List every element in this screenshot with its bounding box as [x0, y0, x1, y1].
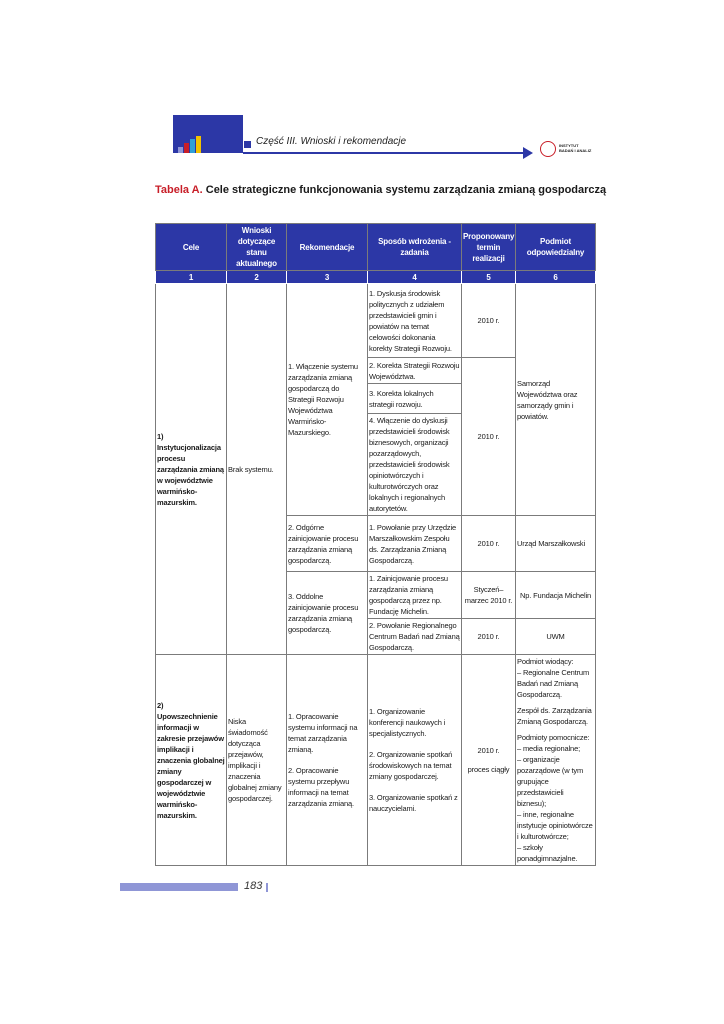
task-cell: 4. Włączenie do dyskusji przedstawicieli środowisk biznesowych, organizacji pozarządowych, przedstawicieli środowisk opiniotwórczych i kulturotwórczych oraz lokalnych i regionalnych autorytetów.	[368, 414, 462, 516]
col-number: 1	[156, 271, 227, 284]
task-cell	[368, 655, 462, 866]
task-cell: 1. Powołanie przy Urzędzie Marszałkowskim Zespołu ds. Zarządzania Zmianą Gospodarczą.	[368, 516, 462, 572]
col-number: 5	[462, 271, 516, 284]
term-item: proces ciągły	[467, 765, 510, 774]
task-cell: 1. Zainicjowanie procesu zarządzania zmianą gospodarczą przez np. Fundację Michelin.	[368, 572, 462, 619]
table-row	[156, 284, 596, 358]
col-header-podmiot: Podmiot odpowiedzialny	[516, 224, 596, 271]
conclusion-cell: Brak systemu.	[227, 284, 287, 655]
task-cell: 1. Dyskusja środowisk politycznych z udziałem przedstawicieli gmin i powiatów na temat celowości dokonania korekty Strategii Rozwoju.	[368, 284, 462, 358]
responsible-cell: Urząd Marszałkowski	[516, 516, 596, 572]
goal-cell: 2) Upowszechnienie informacji w zakresie przejawów implikacji i znaczenia globalnej zmiany gospodarczej w województwie warmińsko-mazurskim.	[156, 655, 227, 866]
header-marker	[244, 141, 251, 148]
responsible-item: – szkoły ponadgimnazjalne.	[517, 843, 578, 863]
table-label: Tabela A.	[155, 184, 203, 196]
col-header-cele: Cele	[156, 224, 227, 271]
table-title-text: Cele strategiczne funkcjonowania systemu zarządzania zmianą gospodarczą	[205, 184, 607, 196]
task-item: 1. Organizowanie konferencji naukowych i specjalistycznych.	[369, 707, 446, 738]
col-header-sposob: Sposób wdrożenia - zadania	[368, 224, 462, 271]
recommendation-item: 1. Opracowanie systemu informacji na temat zarządzania zmianą.	[288, 712, 358, 754]
col-header-wnioski: Wnioski dotyczące stanu aktualnego	[227, 224, 287, 271]
term-cell: 2010 r.	[462, 619, 516, 655]
goal-cell: 1) Instytucjonalizacja procesu zarządzania zmianą w województwie warmińsko-mazurskim.	[156, 284, 227, 655]
responsible-item: – inne, regionalne instytucje opiniotwórcze i kulturotwórcze;	[517, 810, 593, 841]
conclusion-cell: Niska świadomość dotycząca przejawów, implikacji i znaczenia globalnej zmiany gospodarczej.	[227, 655, 287, 866]
col-number: 2	[227, 271, 287, 284]
task-item: 3. Organizowanie spotkań z nauczycielami.	[369, 793, 458, 813]
responsible-item: Zespół ds. Zarządzania Zmianą Gospodarczą.	[517, 706, 592, 726]
footer-marker	[266, 883, 268, 892]
responsible-item: Podmiot wiodący:	[517, 657, 574, 666]
bar-chart-icon	[178, 135, 208, 153]
task-cell: 3. Korekta lokalnych strategii rozwoju.	[368, 384, 462, 414]
term-cell: Styczeń–marzec 2010 r.	[462, 572, 516, 619]
col-number: 4	[368, 271, 462, 284]
recommendation-cell: 1. Włączenie systemu zarządzania zmianą gospodarczą do Strategii Rozwoju Województwa Warmińsko-Mazurskiego.	[287, 284, 368, 516]
header-row	[156, 224, 596, 271]
recommendation-cell	[287, 655, 368, 866]
page-number: 183	[244, 880, 263, 892]
responsible-cell: Samorząd Województwa oraz samorządy gmin i powiatów.	[516, 284, 596, 516]
table-title	[155, 184, 606, 196]
term-cell: 2010 r.	[462, 358, 516, 516]
header-rule	[243, 152, 523, 154]
responsible-item: Podmioty pomocnicze:	[517, 733, 590, 742]
term-cell	[462, 655, 516, 866]
number-row	[156, 271, 596, 284]
term-cell: 2010 r.	[462, 516, 516, 572]
col-header-termin: Proponowany termin realizacji	[462, 224, 516, 271]
task-cell: 2. Korekta Strategii Rozwoju Województwa.	[368, 358, 462, 384]
responsible-cell	[516, 655, 596, 866]
section-title: Część III. Wnioski i rekomendacje	[256, 136, 407, 147]
recommendation-cell: 2. Odgórne zainicjowanie procesu zarządzania zmianą gospodarczą.	[287, 516, 368, 572]
recommendation-cell: 3. Oddolne zainicjowanie procesu zarządzania zmianą gospodarczą.	[287, 572, 368, 655]
responsible-item: – Regionalne Centrum Badań nad Zmianą Gospodarczą.	[517, 668, 590, 699]
responsible-item: – organizacje pozarządowe (w tym grupujące przedstawicieli biznesu);	[517, 755, 584, 808]
term-cell: 2010 r.	[462, 284, 516, 358]
term-item: 2010 r.	[477, 746, 500, 755]
institute-logo-text: INSTYTUT BADAŃ I ANALIZ	[559, 143, 592, 153]
recommendation-item: 2. Opracowanie systemu przepływu informacji na temat zarządzania zmianą.	[288, 766, 354, 808]
task-item: 2. Organizowanie spotkań środowiskowych na temat zmiany gospodarczej.	[369, 750, 453, 781]
institute-logo	[540, 140, 606, 158]
col-number: 6	[516, 271, 596, 284]
responsible-cell: UWM	[516, 619, 596, 655]
strategic-goals-table	[155, 223, 596, 866]
institute-logo-mark	[540, 141, 556, 157]
col-number: 3	[287, 271, 368, 284]
responsible-item: – media regionalne;	[517, 744, 581, 753]
col-header-rekomendacje: Rekomendacje	[287, 224, 368, 271]
arrow-icon	[523, 147, 533, 159]
responsible-cell: Np. Fundacja Michelin	[516, 572, 596, 619]
footer-bar	[120, 883, 238, 891]
task-cell: 2. Powołanie Regionalnego Centrum Badań nad Zmianą Gospodarczą.	[368, 619, 462, 655]
table-row	[156, 655, 596, 866]
